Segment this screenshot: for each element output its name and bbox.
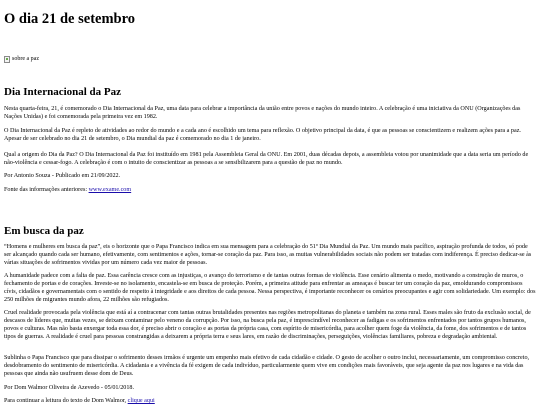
source-link[interactable]: www.exame.com [88, 187, 132, 193]
continue-label: Para continuar a leitura do texto de Dom Walmor, [4, 398, 128, 404]
article1-paragraph-3: Qual a origem do Dia da Paz? O Dia Internacional da Paz foi instituído em 1981 pela Assembleia Geral da ONU. Em 2001, duas décadas depois, a assembleia votou por unanimidade que a data seria um período de não-violência e cessar-fogo. A celebração é com o intuito de conscientizar as pessoas a se sensibilizarem para a questão de paz no mundo. [4, 152, 529, 166]
article2-paragraph-3: Cruel realidade provocada pela violência que está aí a contracenar com tantas outras brutalidades presentes nas regiões metropolitanas do planeta e também na zona rural. Esses males são fruto da exclusão social, de descasos de líderes que, muitas vezes, se deixam contaminar pelo veneno da corrupção. Por isso, na busca pela paz, é imprescindível reconhecer as fadigas e os sofrimentos enfrentados por tantos grupos humanos, povos e culturas. Mas não basta enxergar toda essa dor, é preciso abrir o coração e as portas da própria casa, com espírito de misericórdia, para acolher quem foge da violência, da fome, dos sofrimentos e de tantos tipos de guerras. A realidade é cruel para pessoas constrangidas a deixarem a própria terra e seus lares, em razão de discriminações, perseguições, violências familiares, pobreza e degradação ambiental. [4, 310, 531, 340]
continue-link[interactable]: clique aqui [127, 398, 155, 404]
source-label: Fonte das informações anteriores: [4, 187, 89, 193]
hero-image [4, 55, 536, 63]
article1-source [4, 187, 536, 195]
page-title: O dia 21 de setembro [4, 11, 136, 27]
broken-image-icon [4, 56, 10, 63]
article1-paragraph-2: O Dia Internacional da Paz é repleto de atividades ao redor do mundo e a cada ano é escolhido um tema para reflexão. O objetivo principal da data, é que as pessoas se conscientizem e realizem ações para a paz. Apesar de ser celebrado no dia 21 de setembro, o Dia mundial da paz é comemorado no dia 1 de janeiro. [4, 128, 521, 142]
article2-paragraph-2: A humanidade padece com a falta de paz. Essa carência cresce com as injustiças, o avanço do terrorismo e de tantas outras formas de violência. Esse cenário alimenta o medo, motivando a construção de muros, o fechamento de portas e de corações. Investe-se no isolamento, encastela-se em busca de proteção. Porém, a primeira atitude para enfrentar as ameaças é buscar ter um coração da paz, emoldurando compromissos cívis, cidadãos e governamentais com o sentido de respeito à integridade e aos direitos de cada pessoa. Nessa perspectiva, é importante reconhecer os cenários preocupantes e agir com solidariedade. Um exemplo: dos 250 milhões de migrantes mundo afora, 22 milhões são refugiados. [4, 273, 536, 303]
article2-paragraph-1: “Homens e mulheres em busca da paz”, eis o horizonte que o Papa Francisco indica em sua mensagem para a celebração do 51º Dia Mundial da Paz. Um mundo mais pacífico, aspiração profunda de todos, só pode ser alcançado quando cada ser humano, efetivamente, com sentimentos e ações, tornar-se coração da paz. Para isso, as muitas vulnerabilidades sociais não podem ser tratadas com indiferença. É preciso dedicar-se às várias situações de sofrimentos vividas por um número cada vez maior de pessoas. [4, 244, 532, 266]
article2-byline: Por Dom Walmor Oliveira de Azevedo - 05/01/2018. [4, 385, 135, 391]
section-heading-search-for-peace: Em busca da paz [4, 225, 84, 237]
article2-paragraph-4: Sublinha o Papa Francisco que para dissipar o sofrimento desses irmãos é urgente um empenho mais efetivo de cada cidadão e cidade. O gesto de acolher o outro inclui, necessariamente, um compromisso concreto, desdobramento do sentimento de misericórdia. A cidadania e a vivência da fé exigem de cada indivíduo, particularmente quem vive em condições mais favoráveis, que seja agente da paz nos lugares e na vida das pessoas que ainda não usufruem desse dom de Deus. [4, 355, 530, 377]
article1-byline: Por Antonio Souza - Publicado em 21/09/2022. [4, 173, 121, 179]
hero-image-alt: sobre a paz [12, 56, 39, 62]
article1-paragraph-1: Nesta quarta-feira, 21, é comemorado o Dia Internacional da Paz, uma data para celebrar a importância da união entre povos e nações do mundo inteiro. A celebração é uma iniciativa da ONU (Organizações das Nações Unidas) e foi comemorada pela primeira vez em 1982. [4, 106, 521, 120]
section-heading-peace-day: Dia Internacional da Paz [4, 86, 122, 98]
